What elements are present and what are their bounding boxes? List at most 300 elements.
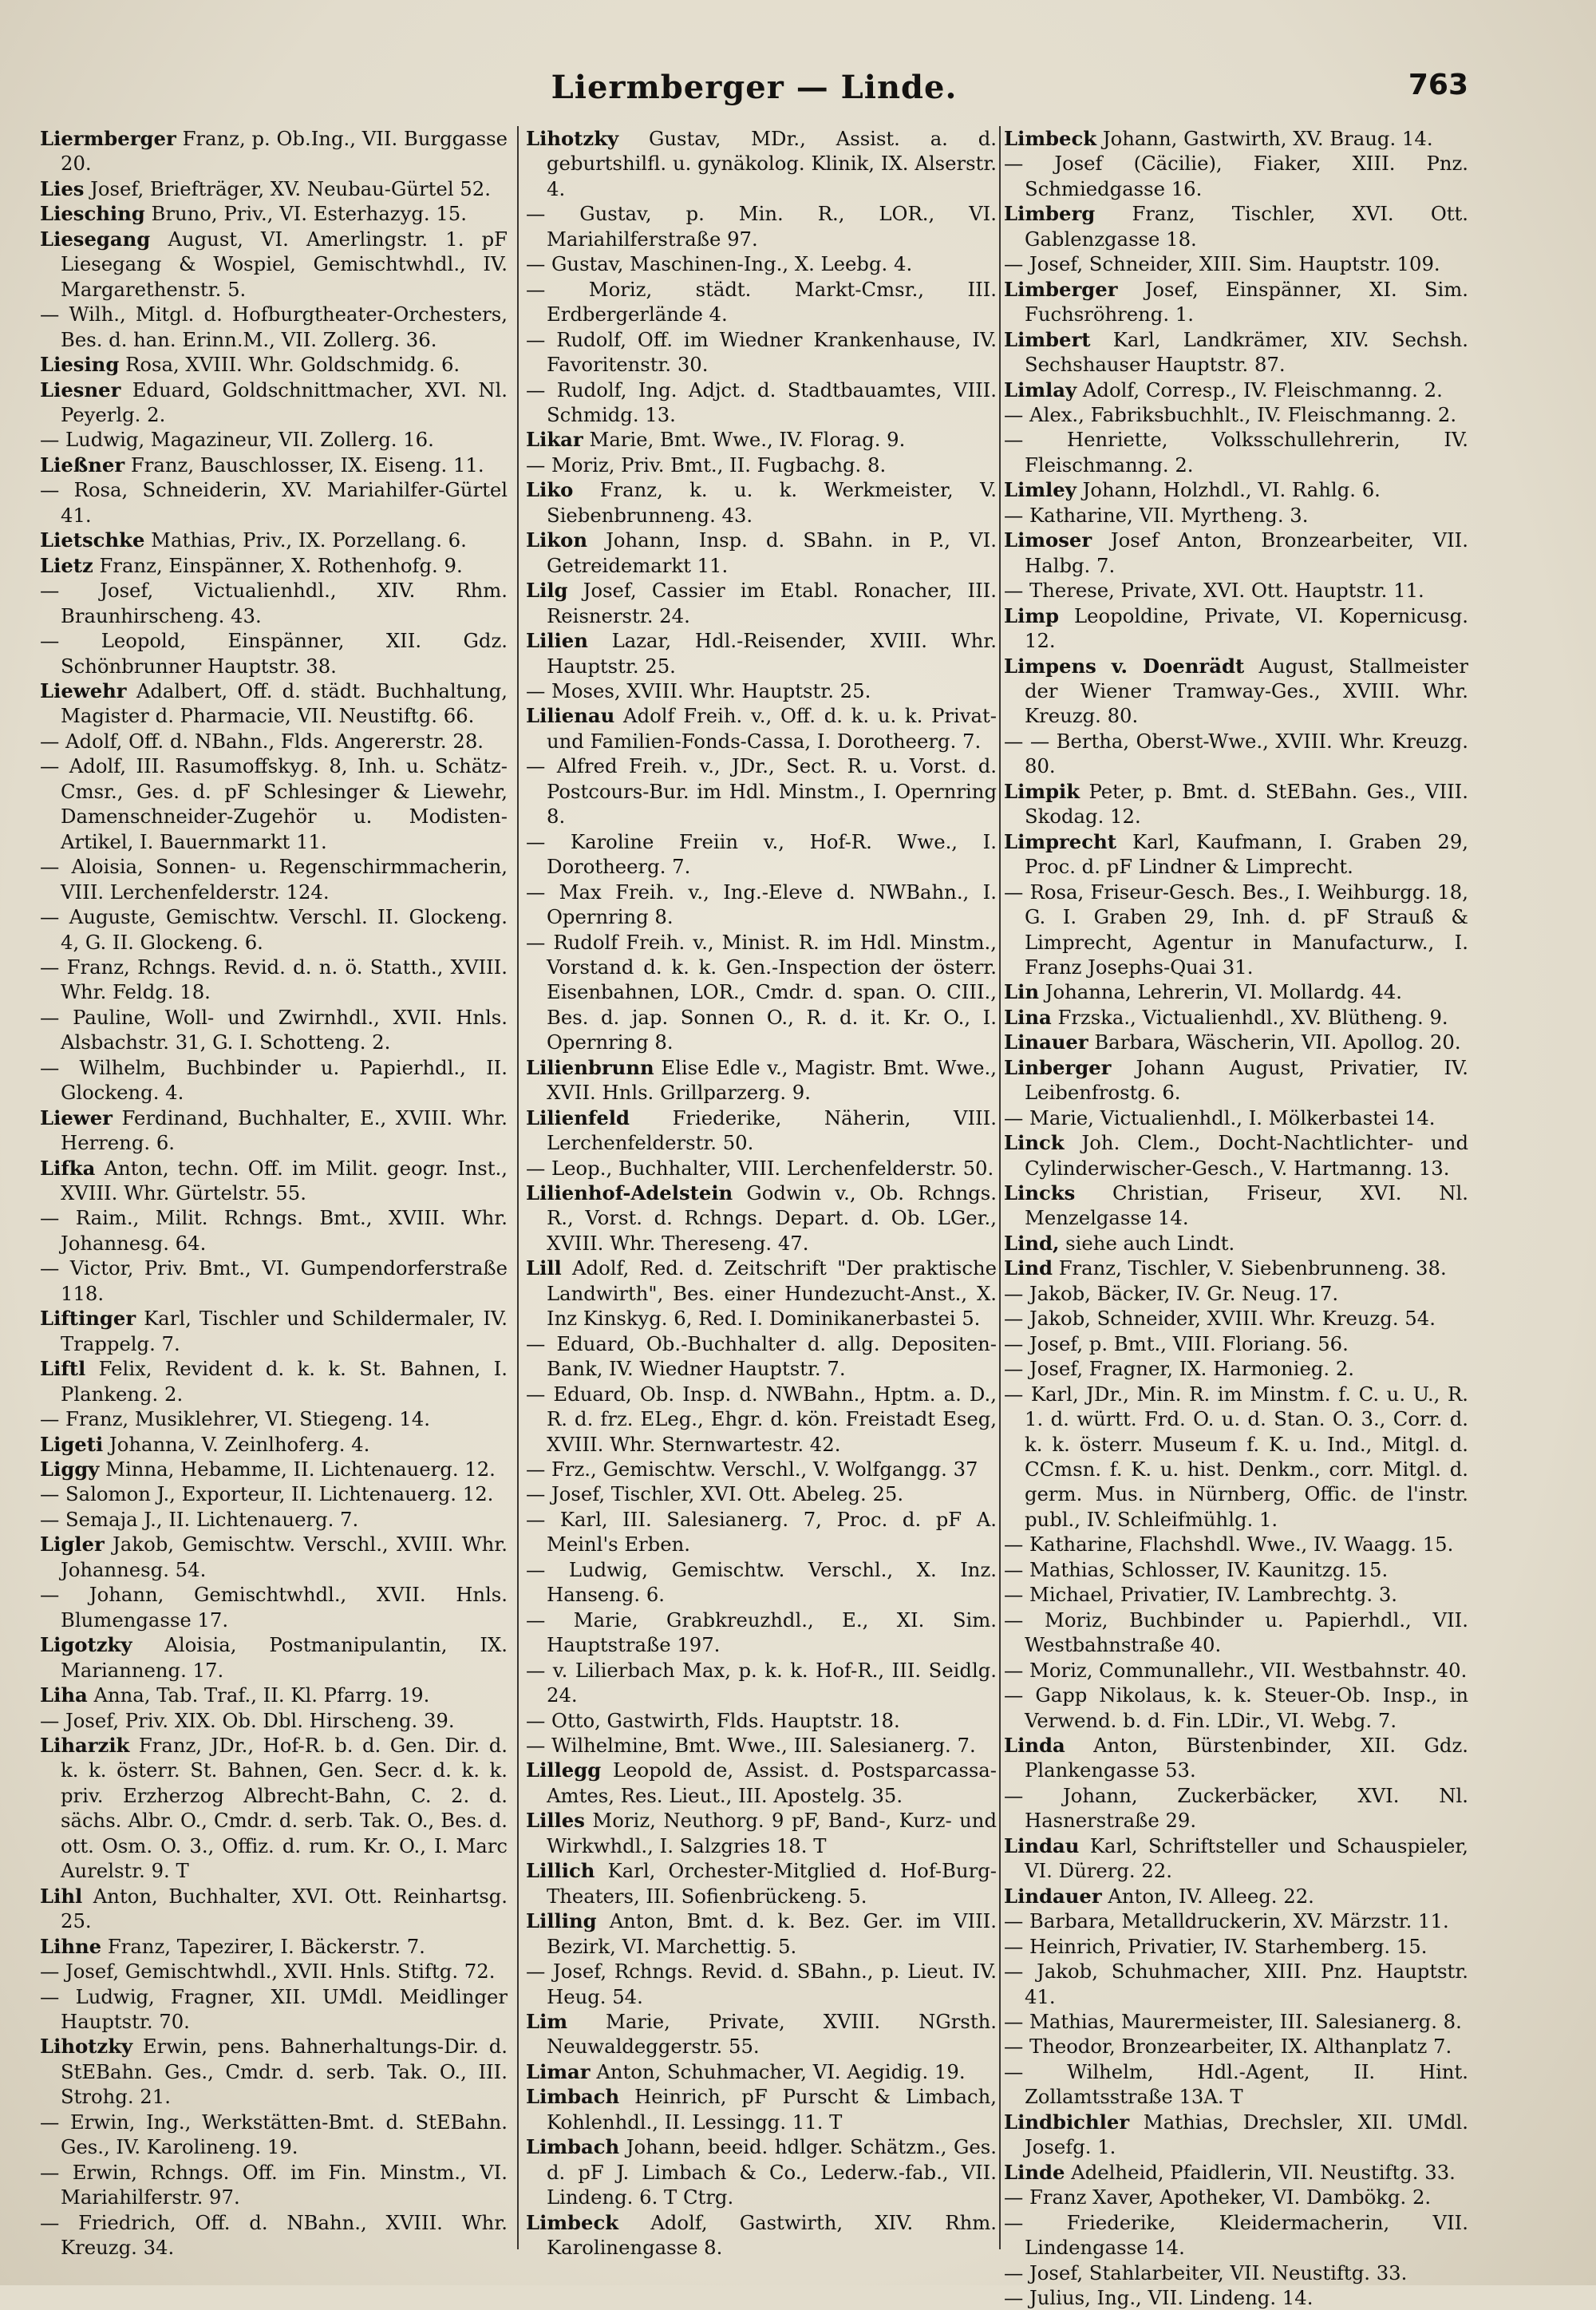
entry-details: — Moriz, städt. Markt-Cmsr., III. Erdbergerlände 4. (526, 277, 997, 326)
entry-details: Christian, Friseur, XVI. Nl. Menzelgasse 14. (1025, 1181, 1468, 1230)
entry-details: Johann August, Privatier, IV. Leibenfrostg. 6. (1025, 1055, 1468, 1105)
directory-entry (1004, 327, 1468, 378)
entry-details: — Moses, XVIII. Whr. Hauptstr. 25. (526, 678, 871, 702)
directory-entry (40, 754, 508, 854)
directory-entry (526, 1858, 997, 1909)
entry-details: — Alfred Freih. v., JDr., Sect. R. u. Vorst. d. Postcours-Bur. im Hdl. Minstm., I. Opernring 8. (526, 754, 997, 829)
directory-entry (40, 201, 508, 226)
entry-details: Johann, Gastwirth, XV. Braug. 14. (1102, 127, 1433, 150)
entry-surname: Lindauer (1004, 1884, 1102, 1908)
directory-entry (40, 1959, 508, 1984)
directory-entry (40, 2210, 508, 2261)
directory-entry (40, 955, 508, 1005)
entry-surname: Lihl (40, 1884, 83, 1908)
directory-entry (526, 1608, 997, 1658)
directory-entry (1004, 1557, 1468, 1582)
entry-details: — Therese, Private, XVI. Ott. Hauptstr. 11. (1004, 579, 1424, 603)
entry-surname: Limbach (526, 2085, 620, 2109)
directory-entry (40, 904, 508, 955)
directory-entry (1004, 779, 1468, 829)
entry-details: Johanna, V. Zeinlhoferg. 4. (109, 1432, 370, 1456)
entry-details: — Moriz, Priv. Bmt., II. Fugbachg. 8. (526, 453, 887, 477)
directory-entry (1004, 1934, 1468, 1959)
entry-surname: Lietz (40, 553, 93, 577)
entry-details: — Aloisia, Sonnen- u. Regenschirmmacherin, VIII. Lerchenfelderstr. 124. (40, 855, 508, 904)
directory-entry (40, 477, 508, 528)
entry-details: — Rosa, Friseur-Gesch. Bes., I. Weihburgg. 18, G. I. Graben 29, Inh. d. pF Strauß & Limprecht, Agentur in Manufacturw., I. Franz Josephs-Quai 31. (1004, 880, 1468, 979)
entry-details: Josef, Briefträger, XV. Neubau-Gürtel 52. (90, 176, 491, 200)
entry-details: Karl, Schriftsteller und Schauspieler, VI. Dürerg. 22. (1025, 1833, 1468, 1883)
entry-details: August, Stallmeister der Wiener Tramway-Ges., XVIII. Whr. Kreuzg. 80. (1025, 654, 1468, 728)
entry-surname: Lihotzky (40, 2035, 133, 2059)
entry-details: — Victor, Priv. Bmt., VI. Gumpendorferstraße 118. (40, 1256, 508, 1305)
directory-entry (526, 1708, 997, 1733)
entry-details: Lazar, Hdl.-Reisender, XVIII. Whr. Hauptstr. 25. (547, 629, 997, 678)
directory-entry (1004, 201, 1468, 251)
entry-details: Anton, IV. Alleeg. 22. (1108, 1884, 1314, 1908)
entry-details: Anton, techn. Off. im Milit. geogr. Inst., XVIII. Whr. Gürtelstr. 55. (61, 1156, 508, 1205)
directory-entry (1004, 1005, 1468, 1030)
directory-entry (526, 1331, 997, 1382)
entry-details: — Josef, Rchngs. Revid. d. SBahn., p. Lieut. IV. Heug. 54. (526, 1960, 997, 2008)
entry-details: — — Bertha, Oberst-Wwe., XVIII. Whr. Kreuzg. 80. (1004, 729, 1468, 778)
entry-surname: Likar (526, 428, 583, 452)
entry-details: Mathias, Priv., IX. Porzellang. 6. (151, 528, 467, 552)
entry-details: — Otto, Gastwirth, Flds. Hauptstr. 18. (526, 1708, 900, 1732)
entry-details: — Ludwig, Magazineur, VII. Zollerg. 16. (40, 428, 434, 452)
directory-entry (526, 427, 997, 452)
entry-surname: Lincks (1004, 1181, 1076, 1205)
directory-entry (1004, 1683, 1468, 1733)
directory-entry (1004, 1130, 1468, 1181)
entry-details: — Julius, Ing., VII. Lindeng. 14. (1004, 2285, 1314, 2309)
entry-details: Aloisia, Postmanipulantin, IX. Mariannеng. 17. (61, 1633, 508, 1682)
directory-entry (40, 854, 508, 904)
entry-details: — Rosa, Schneiderin, XV. Mariahilfer-Gürtel 41. (40, 478, 508, 527)
entry-details: Franz, k. u. k. Werkmeister, V. Siebenbrunneng. 43. (547, 478, 997, 527)
entry-details: Adalbert, Off. d. städt. Buchhaltung, Magister d. Pharmacie, VII. Neustiftg. 66. (61, 678, 508, 728)
entry-details: Leopoldine, Private, VI. Kopernicusg. 12. (1025, 603, 1468, 653)
entry-details: — Friedrich, Off. d. NBahn., XVIII. Whr. Kreuzg. 34. (40, 2210, 508, 2260)
entry-surname: Limberg (1004, 202, 1096, 226)
entry-details: — Salomon J., Exporteur, II. Lichtenauerg. 12. (40, 1482, 494, 1506)
entry-details: Moriz, Neuthorg. 9 pF, Band-, Kurz- und Wirkwhdl., I. Salzgries 18. T (547, 1809, 997, 1857)
entry-details: — Karl, JDr., Min. R. im Minstm. f. C. u. U., R. 1. d. württ. Frd. O. u. d. Stan. O. 3., Corr. d. k. k. österr. Museum f. K. u. Ind., Mitgl. d. CCmsn. f. K. u. hist. Denkm., corr. Mitgl. d. germ. Mus. in Nürnberg, Offic. de l'instr. publ., IV. Schleifmühlg. 1. (1004, 1382, 1468, 1531)
directory-entry (526, 327, 997, 378)
directory-entry (1004, 2110, 1468, 2160)
entry-details: — Jakob, Schneider, XVIII. Whr. Kreuzg. 54. (1004, 1307, 1436, 1331)
directory-entry (40, 427, 508, 452)
entry-surname: Limlay (1004, 378, 1077, 401)
directory-entry (526, 930, 997, 1055)
directory-entry (1004, 2059, 1468, 2110)
directory-entry (1004, 1106, 1468, 1130)
entry-surname: Liewehr (40, 678, 127, 702)
directory-entry (40, 1632, 508, 1683)
entry-details: Friederike, Näherin, VIII. Lerchenfelderstr. 50. (547, 1106, 997, 1155)
entry-surname: Linda (1004, 1734, 1065, 1757)
entry-details: — Raim., Milit. Rchngs. Bmt., XVIII. Whr. Johannesg. 64. (40, 1206, 508, 1255)
directory-entry (40, 378, 508, 428)
entry-surname: Limley (1004, 478, 1077, 502)
directory-entry (40, 1683, 508, 1707)
directory-entry (526, 378, 997, 428)
entry-details: Anna, Tab. Traf., II. Kl. Pfarrg. 19. (93, 1683, 430, 1707)
entry-details: Felix, Revident d. k. k. St. Bahnen, I. Plankeng. 2. (61, 1357, 508, 1406)
entry-surname: Lilienfeld (526, 1106, 630, 1129)
directory-entry (1004, 1959, 1468, 2009)
column-left (40, 126, 508, 2260)
entry-surname: Limbach (526, 2135, 620, 2159)
directory-entry (1004, 503, 1468, 528)
directory-entry (40, 302, 508, 352)
directory-entry (1004, 829, 1468, 880)
entry-surname: Lim (526, 2009, 568, 2033)
entry-details: Jakob, Gemischtw. Verschl., XVIII. Whr. Johannesg. 54. (61, 1533, 508, 1581)
entry-details: — Mathias, Maurermeister, III. Salesianerg. 8. (1004, 2009, 1462, 2033)
entry-details: — Rudolf, Off. im Wiedner Krankenhause, IV. Favoritenstr. 30. (526, 327, 997, 377)
directory-entry (40, 528, 508, 552)
entry-details: — Adolf, Off. d. NBahn., Flds. Angererstr. 28. (40, 729, 484, 753)
directory-entry (40, 176, 508, 201)
directory-entry (1004, 2285, 1468, 2310)
directory-entry (526, 1808, 997, 1858)
entry-details: — Josef, Schneider, XIII. Sim. Hauptstr. 109. (1004, 252, 1440, 276)
directory-entry (526, 251, 997, 276)
directory-entry (526, 1457, 997, 1481)
entry-details: — Josef, Gemischtwhdl., XVII. Hnls. Stiftg. 72. (40, 1960, 496, 1984)
directory-entry (1004, 1909, 1468, 1933)
entry-details: — Adolf, III. Rasumoffskyg. 8, Inh. u. Schätz-Cmsr., Ges. d. pF Schlesinger & Liewehr, Damenschneider-Zugehör u. Modisten-Artikel, I. Bauernmarkt 11. (40, 754, 508, 853)
entry-surname: Lietschke (40, 528, 145, 552)
directory-entry (40, 1582, 508, 1632)
directory-entry (1004, 1181, 1468, 1231)
entry-details: — Wilhelm, Buchbinder u. Papierhdl., II. Glockeng. 4. (40, 1055, 508, 1105)
entry-surname: Liko (526, 478, 574, 502)
entry-details: Johann, Holzhdl., VI. Rahlg. 6. (1082, 478, 1381, 502)
entry-details: — Jakob, Bäcker, IV. Gr. Neug. 17. (1004, 1281, 1339, 1305)
entry-details: Karl, Kaufmann, I. Graben 29, Proc. d. pF Lindner & Limprecht. (1025, 829, 1468, 879)
entry-details: — Eduard, Ob.-Buchhalter d. allg. Depositen-Bank, IV. Wiedner Hauptstr. 7. (526, 1331, 997, 1381)
entry-details: Johanna, Lehrerin, VI. Mollardg. 44. (1045, 980, 1403, 1004)
directory-entry (1004, 1582, 1468, 1607)
directory-entry (526, 754, 997, 829)
entry-surname: Limberger (1004, 277, 1118, 301)
entry-details: — Wilh., Mitgl. d. Hofburgtheater-Orchesters, Bes. d. han. Erinn.M., VII. Zollerg. 36. (40, 303, 508, 351)
entry-surname: Linberger (1004, 1055, 1112, 1079)
entry-details: — Wilhelm, Hdl.-Agent, II. Hint. Zollamtsstraße 13A. T (1004, 2059, 1468, 2109)
directory-entry (1004, 1030, 1468, 1054)
entry-surname: Limbeck (526, 2210, 619, 2234)
entry-details: Franz, Tapezirer, I. Bäckerstr. 7. (107, 1934, 425, 1958)
entry-details: — Josef, p. Bmt., VIII. Floriang. 56. (1004, 1331, 1349, 1355)
entry-details: Franz, Einspänner, X. Rothenhofg. 9. (99, 553, 463, 577)
directory-entry (1004, 2185, 1468, 2209)
entry-details: — Heinrich, Privatier, IV. Starhemberg. 15. (1004, 1934, 1428, 1958)
directory-entry (40, 1708, 508, 1733)
entry-details: Rosa, XVIII. Whr. Goldschmidg. 6. (125, 353, 460, 377)
entry-details: — Leop., Buchhalter, VIII. Lerchenfelderstr. 50. (526, 1156, 994, 1180)
entry-details: Peter, p. Bmt. d. StEBahn. Ges., VIII. Skodag. 12. (1025, 779, 1468, 829)
entry-details: Eduard, Goldschnittmacher, XVI. Nl. Peyerlg. 2. (61, 378, 508, 426)
entry-details: Ferdinand, Buchhalter, E., XVIII. Whr. Herreng. 6. (61, 1106, 508, 1155)
entry-surname: Liewer (40, 1106, 113, 1129)
directory-entry (1004, 578, 1468, 603)
entry-surname: Lifka (40, 1156, 96, 1180)
entry-details: Joh. Clem., Docht-Nachtlichter- und Cylinderwischer-Gesch., V. Hartmanng. 13. (1025, 1131, 1468, 1180)
entry-surname: Liermberger (40, 127, 176, 150)
entry-details: Josef, Cassier im Etabl. Ronacher, III. Reisnerstr. 24. (547, 579, 997, 627)
entry-details: Mathias, Drechsler, XII. UMdl. Josefg. 1. (1025, 2110, 1468, 2159)
entry-details: Marie, Bmt. Wwe., IV. Florag. 9. (589, 428, 906, 452)
directory-entry (40, 1457, 508, 1481)
entry-surname: Lilienau (526, 704, 615, 728)
entry-details: — Franz, Rchngs. Revid. d. n. ö. Statth., XVIII. Whr. Feldg. 18. (40, 955, 508, 1004)
entry-surname: Liggy (40, 1458, 100, 1481)
directory-entry (526, 703, 997, 754)
directory-entry (526, 678, 997, 703)
directory-entry (526, 1181, 997, 1256)
directory-entry (40, 2160, 508, 2210)
entry-surname: Limbert (1004, 327, 1091, 351)
entry-details: — Josef, Tischler, XVI. Ott. Abeleg. 25. (526, 1482, 904, 1506)
entry-details: — v. Lilierbach Max, p. k. k. Hof-R., III. Seidlg. 24. (526, 1658, 997, 1707)
directory-entry (1004, 378, 1468, 402)
entry-details: Anton, Schuhmacher, VI. Aegidig. 19. (596, 2059, 966, 2083)
directory-entry (1004, 2160, 1468, 2185)
directory-entry (526, 453, 997, 477)
directory-entry (1004, 2210, 1468, 2261)
entry-surname: Lihotzky (526, 127, 619, 150)
directory-entry (1004, 1608, 1468, 1658)
entry-surname: Lina (1004, 1005, 1052, 1029)
entry-surname: Liha (40, 1683, 88, 1707)
entry-details: — Henriette, Volksschullehrerin, IV. Fleischmanng. 2. (1004, 428, 1468, 477)
entry-surname: Ligotzky (40, 1633, 132, 1657)
entry-surname: Linck (1004, 1131, 1065, 1155)
column-right (1004, 126, 1468, 2309)
entry-surname: Liesching (40, 202, 145, 226)
entry-details: — Alex., Fabriksbuchhlt., IV. Fleischmanng. 2. (1004, 402, 1457, 426)
entry-details: — Rudolf, Ing. Adjct. d. Stadtbauamtes, VIII. Schmidg. 13. (526, 378, 997, 426)
directory-entry (40, 126, 508, 176)
directory-entry (526, 2084, 997, 2134)
directory-entry (526, 1481, 997, 1506)
entry-details: — Gapp Nikolaus, k. k. Steuer-Ob. Insp., in Verwend. b. d. Fin. LDir., VI. Webg. 7. (1004, 1683, 1468, 1732)
entry-details: — Franz, Musiklehrer, VI. Stiegeng. 14. (40, 1407, 430, 1431)
directory-entry (526, 1758, 997, 1808)
directory-entry (1004, 1658, 1468, 1683)
entry-surname: Ligeti (40, 1432, 104, 1456)
entry-details: Adolf, Corresp., IV. Fleischmanng. 2. (1082, 378, 1443, 401)
entry-details: — Wilhelmine, Bmt. Wwe., III. Salesianerg. 7. (526, 1734, 976, 1757)
directory-entry (1004, 277, 1468, 327)
entry-details: Heinrich, pF Purscht & Limbach, Kohlenhdl., II. Lessingg. 11. T (547, 2085, 997, 2134)
directory-entry (40, 678, 508, 729)
directory-entry (40, 1256, 508, 1306)
directory-entry (526, 126, 997, 201)
entry-surname: Limpik (1004, 779, 1080, 803)
directory-entry (1004, 1356, 1468, 1381)
entry-details: Franz, Tischler, XVI. Ott. Gablenzgasse 18. (1025, 202, 1468, 251)
entry-details: Gustav, MDr., Assist. a. d. geburtshilfl. u. gynäkolog. Klinik, IX. Alserstr. 4. (547, 127, 997, 200)
directory-entry (40, 1884, 508, 1934)
directory-entry (40, 553, 508, 578)
entry-details: Johann, beeid. hdlger. Schätzm., Ges. d. pF J. Limbach & Co., Lederw.-fab., VII. Lindeng. 6. T Ctrg. (547, 2135, 998, 2209)
entry-surname: Linauer (1004, 1030, 1088, 1054)
entry-details: — Auguste, Gemischtw. Verschl. II. Glockeng. 4, G. II. Glockeng. 6. (40, 905, 508, 954)
entry-details: — Gustav, p. Min. R., LOR., VI. Mariahilferstraße 97. (526, 202, 997, 251)
directory-entry (1004, 2009, 1468, 2034)
entry-details: Adolf, Red. d. Zeitschrift "Der praktische Landwirth", Bes. einer Hundezucht-Anst., X. Inz Kinskyg. 6, Red. I. Dominikanerbastei 5. (547, 1256, 997, 1331)
entry-surname: Liftinger (40, 1307, 136, 1331)
entry-details: — Eduard, Ob. Insp. d. NWBahn., Hptm. a. D., R. d. frz. ELeg., Ehgr. d. kön. Freistadt Eseg, XVIII. Whr. Sternwartestr. 42. (526, 1382, 997, 1456)
directory-entry (1004, 2034, 1468, 2059)
entry-details: — Jakob, Schuhmacher, XIII. Pnz. Hauptstr. 41. (1004, 1960, 1468, 2008)
directory-entry (1004, 151, 1468, 201)
entry-details: Josef, Einspänner, XI. Sim. Fuchsröhreng. 1. (1025, 277, 1468, 326)
entry-details: — Karoline Freiin v., Hof-R. Wwe., I. Dorotheerg. 7. (526, 829, 997, 879)
directory-entry (1004, 1733, 1468, 1783)
directory-entry (1004, 603, 1468, 654)
directory-entry (40, 1934, 508, 1959)
entry-details: — Moriz, Communallehr., VII. Westbahnstr. 40. (1004, 1658, 1468, 1682)
entry-details: — Johann, Zuckerbäcker, XVI. Nl. Hasnerstraße 29. (1004, 1783, 1468, 1833)
directory-entry (1004, 729, 1468, 779)
entry-surname: Lilienhof-Adelstein (526, 1181, 733, 1205)
entry-details: Franz, Bauschlosser, IX. Eiseng. 11. (130, 453, 484, 477)
entry-details: Adelheid, Pfaidlerin, VII. Neustiftg. 33. (1071, 2160, 1456, 2184)
entry-details: Johann, Insp. d. SBahn. in P., VI. Getreidemarkt 11. (547, 528, 997, 577)
entry-details: Frzska., Victualienhdl., XV. Blütheng. 9. (1057, 1005, 1448, 1029)
directory-entry (526, 2009, 997, 2059)
entry-surname: Limoser (1004, 528, 1092, 552)
directory-entry (1004, 1231, 1468, 1256)
directory-entry (526, 1658, 997, 1708)
directory-entry (40, 1356, 508, 1406)
entry-details: — Mathias, Schlosser, IV. Kaunitzg. 15. (1004, 1557, 1389, 1581)
directory-entry (1004, 1331, 1468, 1356)
entry-details: — Josef (Cäcilie), Fiaker, XIII. Pnz. Schmiedgasse 16. (1004, 152, 1468, 200)
directory-entry (40, 227, 508, 302)
entry-details: siehe auch Lindt. (1065, 1231, 1235, 1255)
directory-entry (40, 352, 508, 377)
entry-details: Karl, Landkrämer, XIV. Sechsh. Sechshauser Hauptstr. 87. (1025, 327, 1468, 377)
entry-details: — Johann, Gemischtwhdl., XVII. Hnls. Blumengasse 17. (40, 1583, 508, 1632)
entry-details: Franz, JDr., Hof-R. b. d. Gen. Dir. d. k. k. österr. St. Bahnen, Gen. Secr. d. k. k. priv. Erzherzog Albrecht-Bahn, C. 2. d. sächs. Albr. O., Cmdr. d. serb. Tak. O., Bes. d. ott. Osm. O. 3., Offiz. d. rum. Kr. O., I. Marc Aurelstr. 9. T (61, 1734, 508, 1883)
directory-entry (1004, 528, 1468, 578)
directory-entry (40, 1406, 508, 1431)
entry-surname: Limprecht (1004, 829, 1116, 853)
entry-details: — Josef, Victualienhdl., XIV. Rhm. Braunhirscheng. 43. (40, 579, 508, 627)
directory-entry (1004, 1783, 1468, 1833)
directory-entry (1004, 1833, 1468, 1884)
entry-surname: Lilles (526, 1809, 585, 1833)
entry-details: Adolf, Gastwirth, XIV. Rhm. Karolinengasse 8. (547, 2210, 997, 2260)
entry-details: — Ludwig, Gemischtw. Verschl., X. Inz. Hanseng. 6. (526, 1557, 997, 1607)
entry-surname: Lillich (526, 1859, 595, 1883)
directory-entry (1004, 1382, 1468, 1533)
entry-details: — Rudolf Freih. v., Minist. R. im Hdl. Minstm., Vorstand d. k. k. Gen.-Inspection der österr. Eisenbahnen, LOR., Cmdr. d. span. O. CIII., Bes. d. jap. Sonnen O., R. d. it. Kr. O., I. Opernring 8. (526, 930, 997, 1054)
directory-entry (40, 1005, 508, 1055)
entry-surname: Lihne (40, 1934, 102, 1958)
entry-surname: Lilg (526, 579, 568, 603)
entry-details: — Franz Xaver, Apotheker, VI. Dambökg. 2. (1004, 2185, 1432, 2209)
entry-surname: Linde (1004, 2160, 1065, 2184)
entry-details: — Erwin, Ing., Werkstätten-Bmt. d. StEBahn. Ges., IV. Karolineng. 19. (40, 2110, 508, 2159)
directory-entry (526, 880, 997, 930)
entry-surname: Lind (1004, 1256, 1053, 1280)
directory-entry (40, 1106, 508, 1156)
entry-details: — Josef, Stahlarbeiter, VII. Neustiftg. 33. (1004, 2261, 1408, 2284)
entry-details: Minna, Hebamme, II. Lichtenauerg. 12. (105, 1458, 496, 1481)
entry-details: — Theodor, Bronzearbeiter, IX. Althanplatz 7. (1004, 2035, 1452, 2059)
entry-surname: Liesner (40, 378, 121, 401)
column-middle (526, 126, 998, 2260)
directory-entry (40, 729, 508, 754)
directory-entry (1004, 880, 1468, 980)
entry-details: Josef Anton, Bronzearbeiter, VII. Halbg. 7. (1025, 528, 1468, 577)
entry-details: — Josef, Priv. XIX. Ob. Dbl. Hirscheng. 39. (40, 1708, 455, 1732)
directory-entry (40, 1532, 508, 1582)
entry-surname: Lindau (1004, 1833, 1080, 1857)
entry-surname: Limpens v. Doenrädt (1004, 654, 1245, 678)
directory-entry (526, 2134, 997, 2209)
entry-surname: Lilienbrunn (526, 1055, 654, 1079)
entry-details: — Frz., Gemischtw. Verschl., V. Wolfgangg. 37 (526, 1458, 978, 1481)
entry-details: Erwin, pens. Bahnerhaltungs-Dir. d. StEBahn. Ges., Cmdr. d. serb. Tak. O., III. Strohg. 21. (61, 2035, 508, 2109)
directory-entry (40, 1432, 508, 1457)
directory-entry (40, 1306, 508, 1356)
entry-details: Franz, p. Ob.Ing., VII. Burggasse 20. (61, 127, 508, 176)
directory-entry (40, 2034, 508, 2109)
entry-surname: Ligler (40, 1533, 105, 1556)
directory-entry (40, 1481, 508, 1506)
directory-entry (526, 2210, 997, 2261)
entry-details: Barbara, Wäscherin, VII. Apollog. 20. (1094, 1030, 1461, 1054)
directory-entry (526, 2059, 997, 2084)
directory-entry (1004, 979, 1468, 1004)
entry-surname: Lindbichler (1004, 2110, 1130, 2134)
directory-entry (1004, 2261, 1468, 2285)
entry-surname: Lilien (526, 629, 588, 653)
directory-entry (526, 201, 997, 251)
entry-details: — Moriz, Buchbinder u. Papierhdl., VII. Westbahnstraße 40. (1004, 1608, 1468, 1657)
directory-columns (40, 126, 1468, 2309)
entry-surname: Limbeck (1004, 127, 1097, 150)
entry-details: — Katharine, Flachshdl. Wwe., IV. Waagg. 15. (1004, 1533, 1454, 1556)
directory-entry (526, 277, 997, 327)
entry-details: — Marie, Grabkreuzhdl., E., XI. Sim. Hauptstraße 197. (526, 1608, 997, 1657)
entry-details: — Leopold, Einspänner, XII. Gdz. Schönbrunner Hauptstr. 38. (40, 629, 508, 678)
entry-details: — Friederike, Kleidermacherin, VII. Lindengasse 14. (1004, 2210, 1468, 2260)
directory-entry (40, 1984, 508, 2035)
entry-surname: Liesing (40, 353, 120, 377)
directory-entry (526, 1557, 997, 1608)
entry-surname: Likon (526, 528, 588, 552)
entry-surname: Ließner (40, 453, 125, 477)
directory-entry (526, 1959, 997, 2009)
entry-surname: Liharzik (40, 1734, 130, 1757)
entry-details: — Pauline, Woll- und Zwirnhdl., XVII. Hnls. Alsbachstr. 31, G. I. Schotteng. 2. (40, 1005, 508, 1054)
directory-entry (526, 578, 997, 628)
directory-entry (40, 453, 508, 477)
entry-surname: Lies (40, 176, 85, 200)
directory-entry (1004, 427, 1468, 477)
entry-surname: Lilling (526, 1909, 597, 1933)
entry-details: August, VI. Amerlingstr. 1. pF Liesegang & Wospiel, Gemischtwhdl., IV. Margarethenstr. 5. (61, 227, 508, 301)
directory-entry (1004, 1281, 1468, 1306)
